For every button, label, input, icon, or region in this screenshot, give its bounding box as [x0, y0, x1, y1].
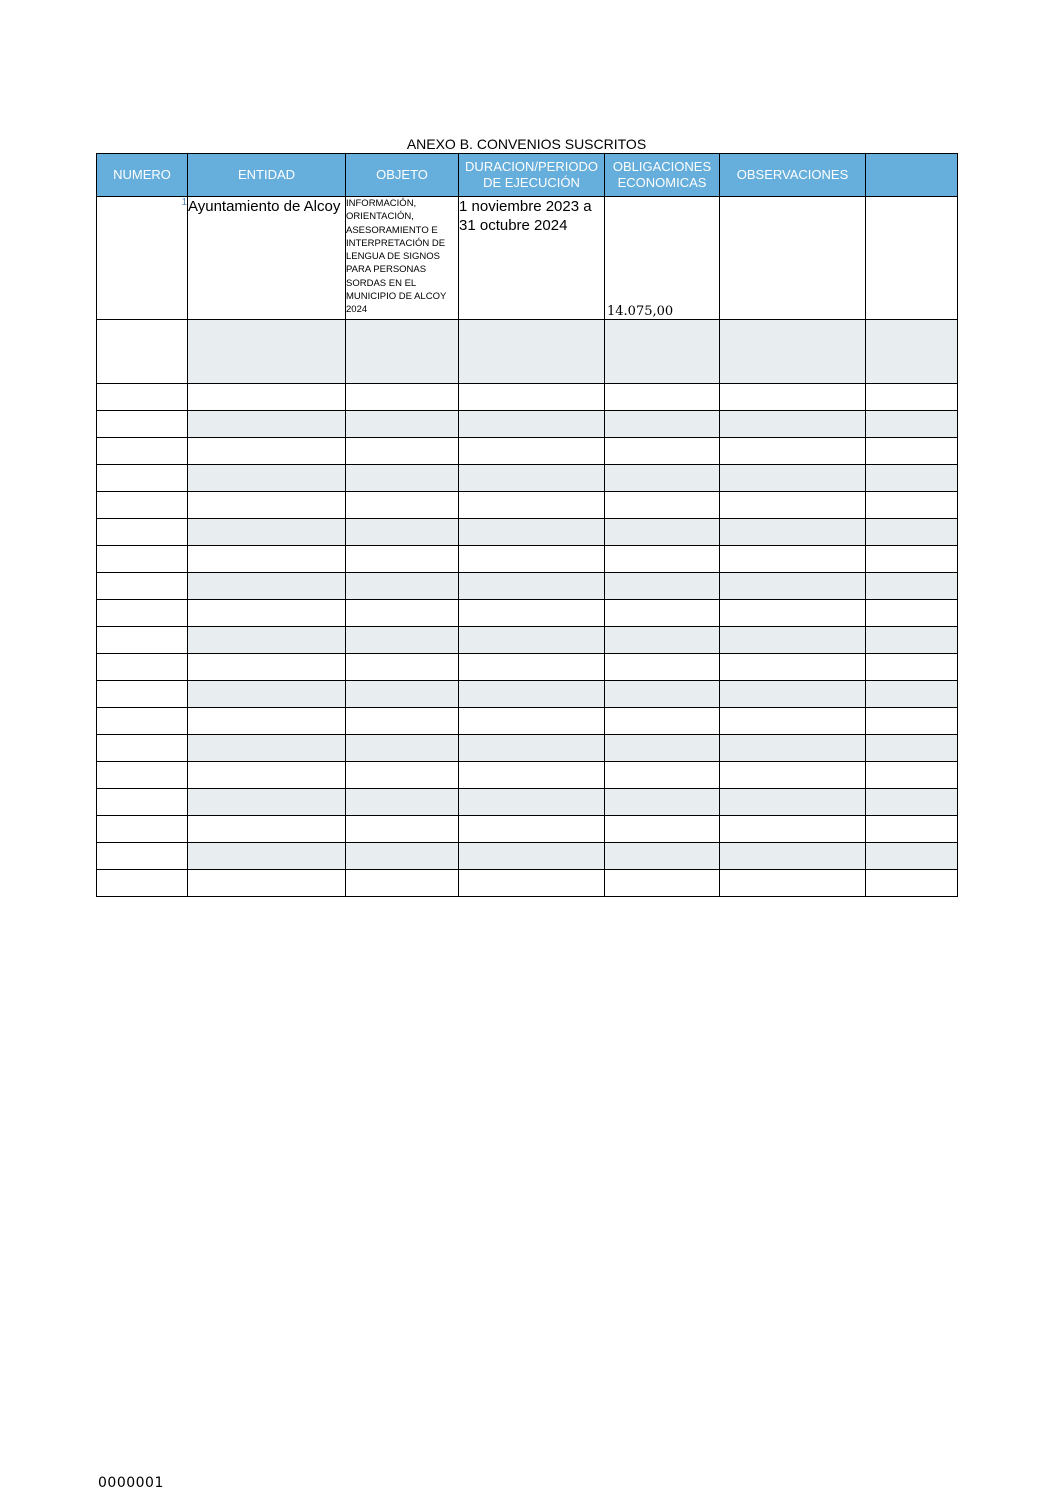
cell-numero [97, 789, 188, 816]
cell-extra [866, 870, 958, 897]
cell-observaciones [720, 843, 866, 870]
cell-obligaciones [605, 708, 720, 735]
cell-objeto [346, 546, 459, 573]
cell-duracion [459, 573, 605, 600]
obligaciones-value: 14.075,00 [607, 304, 674, 319]
cell-extra [866, 519, 958, 546]
cell-extra [866, 762, 958, 789]
cell-observaciones [720, 546, 866, 573]
table-row [97, 681, 958, 708]
cell-duracion [459, 411, 605, 438]
table-row [97, 600, 958, 627]
cell-entidad [188, 519, 346, 546]
cell-numero [97, 681, 188, 708]
cell-extra [866, 843, 958, 870]
cell-extra [866, 735, 958, 762]
cell-objeto [346, 384, 459, 411]
cell-numero [97, 546, 188, 573]
table-row [97, 546, 958, 573]
cell-duracion [459, 708, 605, 735]
cell-extra [866, 546, 958, 573]
cell-observaciones [720, 411, 866, 438]
cell-obligaciones [605, 681, 720, 708]
document-code: 0000001 [98, 1475, 164, 1491]
cell-numero [97, 600, 188, 627]
cell-extra [866, 384, 958, 411]
header-objeto: OBJETO [346, 154, 459, 197]
cell-duracion [459, 870, 605, 897]
table-row [97, 870, 958, 897]
cell-entidad [188, 492, 346, 519]
cell-objeto [346, 492, 459, 519]
cell-numero [97, 320, 188, 384]
table-row [97, 816, 958, 843]
cell-extra [866, 573, 958, 600]
cell-numero [97, 654, 188, 681]
cell-numero [97, 870, 188, 897]
cell-objeto [346, 627, 459, 654]
cell-entidad [188, 762, 346, 789]
cell-entidad [188, 320, 346, 384]
table-row [97, 708, 958, 735]
header-duracion: DURACION/PERIODO DE EJECUCIÓN [459, 154, 605, 197]
cell-objeto [346, 789, 459, 816]
cell-objeto [346, 870, 459, 897]
cell-objeto [346, 681, 459, 708]
cell-numero: 1 [97, 197, 188, 320]
cell-observaciones [720, 627, 866, 654]
cell-obligaciones [605, 735, 720, 762]
cell-extra [866, 411, 958, 438]
cell-duracion [459, 546, 605, 573]
cell-extra [866, 708, 958, 735]
table-row [97, 384, 958, 411]
table-row [97, 411, 958, 438]
cell-objeto [346, 708, 459, 735]
table-row [97, 627, 958, 654]
table-row [97, 320, 958, 384]
cell-numero [97, 843, 188, 870]
cell-numero [97, 573, 188, 600]
table-row [97, 492, 958, 519]
cell-observaciones [720, 708, 866, 735]
cell-extra [866, 465, 958, 492]
cell-obligaciones [605, 573, 720, 600]
cell-numero [97, 519, 188, 546]
cell-obligaciones [605, 843, 720, 870]
cell-entidad: Ayuntamiento de Alcoy [188, 197, 346, 320]
cell-extra [866, 681, 958, 708]
cell-objeto: INFORMACIÓN, ORIENTACIÓN, ASESORAMIENTO E INTERPRETACIÓN DE LENGUA DE SIGNOS PARA PERSONAS SORDAS EN EL MUNICIPIO DE ALCOY 2024 [346, 197, 459, 320]
cell-objeto [346, 762, 459, 789]
cell-extra [866, 654, 958, 681]
cell-entidad [188, 573, 346, 600]
cell-observaciones [720, 384, 866, 411]
cell-objeto [346, 735, 459, 762]
cell-duracion [459, 843, 605, 870]
cell-numero [97, 762, 188, 789]
cell-duracion [459, 492, 605, 519]
cell-observaciones [720, 816, 866, 843]
cell-obligaciones [605, 438, 720, 465]
table-row [97, 789, 958, 816]
cell-duracion [459, 519, 605, 546]
cell-numero [97, 816, 188, 843]
cell-observaciones [720, 789, 866, 816]
cell-obligaciones [605, 546, 720, 573]
cell-obligaciones [605, 627, 720, 654]
cell-obligaciones [605, 816, 720, 843]
cell-objeto [346, 320, 459, 384]
cell-duracion [459, 438, 605, 465]
cell-entidad [188, 384, 346, 411]
convenios-table [96, 153, 958, 897]
cell-observaciones [720, 320, 866, 384]
cell-duracion [459, 600, 605, 627]
cell-extra [866, 600, 958, 627]
cell-observaciones [720, 600, 866, 627]
cell-entidad [188, 546, 346, 573]
cell-obligaciones [605, 870, 720, 897]
cell-observaciones [720, 492, 866, 519]
cell-duracion: 1 noviembre 2023 a 31 octubre 2024 [459, 197, 605, 320]
table-row [97, 843, 958, 870]
cell-entidad [188, 708, 346, 735]
cell-observaciones [720, 762, 866, 789]
cell-obligaciones [605, 600, 720, 627]
cell-obligaciones [605, 654, 720, 681]
table-row [97, 735, 958, 762]
cell-entidad [188, 438, 346, 465]
cell-entidad [188, 789, 346, 816]
cell-observaciones [720, 654, 866, 681]
cell-duracion [459, 735, 605, 762]
cell-numero [97, 438, 188, 465]
table-row [97, 519, 958, 546]
header-extra [866, 154, 958, 197]
cell-duracion [459, 320, 605, 384]
cell-observaciones [720, 870, 866, 897]
cell-duracion [459, 654, 605, 681]
cell-obligaciones [605, 789, 720, 816]
cell-entidad [188, 843, 346, 870]
cell-extra [866, 789, 958, 816]
cell-extra [866, 627, 958, 654]
table-row [97, 762, 958, 789]
cell-obligaciones [605, 519, 720, 546]
table-row [97, 465, 958, 492]
cell-entidad [188, 681, 346, 708]
cell-duracion [459, 465, 605, 492]
cell-entidad [188, 735, 346, 762]
cell-observaciones [720, 197, 866, 320]
cell-numero [97, 735, 188, 762]
cell-entidad [188, 411, 346, 438]
cell-numero [97, 411, 188, 438]
cell-entidad [188, 870, 346, 897]
header-obligaciones: OBLIGACIONES ECONOMICAS [605, 154, 720, 197]
cell-extra [866, 438, 958, 465]
table-row [97, 438, 958, 465]
cell-entidad [188, 654, 346, 681]
table-header-row [97, 154, 958, 197]
cell-obligaciones [605, 384, 720, 411]
cell-observaciones [720, 735, 866, 762]
cell-objeto [346, 411, 459, 438]
cell-objeto [346, 816, 459, 843]
header-entidad: ENTIDAD [188, 154, 346, 197]
cell-numero [97, 465, 188, 492]
cell-obligaciones [605, 762, 720, 789]
cell-objeto [346, 519, 459, 546]
cell-objeto [346, 654, 459, 681]
cell-numero [97, 708, 188, 735]
cell-obligaciones [605, 465, 720, 492]
cell-entidad [188, 600, 346, 627]
cell-numero [97, 492, 188, 519]
cell-duracion [459, 681, 605, 708]
cell-objeto [346, 573, 459, 600]
cell-duracion [459, 384, 605, 411]
page-title: ANEXO B. CONVENIOS SUSCRITOS [406, 136, 647, 152]
cell-extra [866, 197, 958, 320]
cell-observaciones [720, 465, 866, 492]
cell-obligaciones [605, 492, 720, 519]
cell-duracion [459, 762, 605, 789]
cell-extra [866, 816, 958, 843]
header-observaciones: OBSERVACIONES [720, 154, 866, 197]
cell-duracion [459, 627, 605, 654]
cell-objeto [346, 438, 459, 465]
cell-observaciones [720, 519, 866, 546]
cell-extra [866, 320, 958, 384]
cell-extra [866, 492, 958, 519]
table-row [97, 197, 958, 320]
cell-obligaciones [605, 411, 720, 438]
cell-duracion [459, 789, 605, 816]
cell-observaciones [720, 681, 866, 708]
table-row [97, 654, 958, 681]
table-row [97, 573, 958, 600]
cell-numero [97, 384, 188, 411]
cell-entidad [188, 465, 346, 492]
cell-duracion [459, 816, 605, 843]
cell-objeto [346, 843, 459, 870]
cell-entidad [188, 627, 346, 654]
cell-obligaciones [605, 197, 720, 320]
cell-objeto [346, 465, 459, 492]
cell-objeto [346, 600, 459, 627]
cell-observaciones [720, 573, 866, 600]
cell-observaciones [720, 438, 866, 465]
header-numero: NUMERO [97, 154, 188, 197]
cell-entidad [188, 816, 346, 843]
cell-obligaciones [605, 320, 720, 384]
cell-numero [97, 627, 188, 654]
